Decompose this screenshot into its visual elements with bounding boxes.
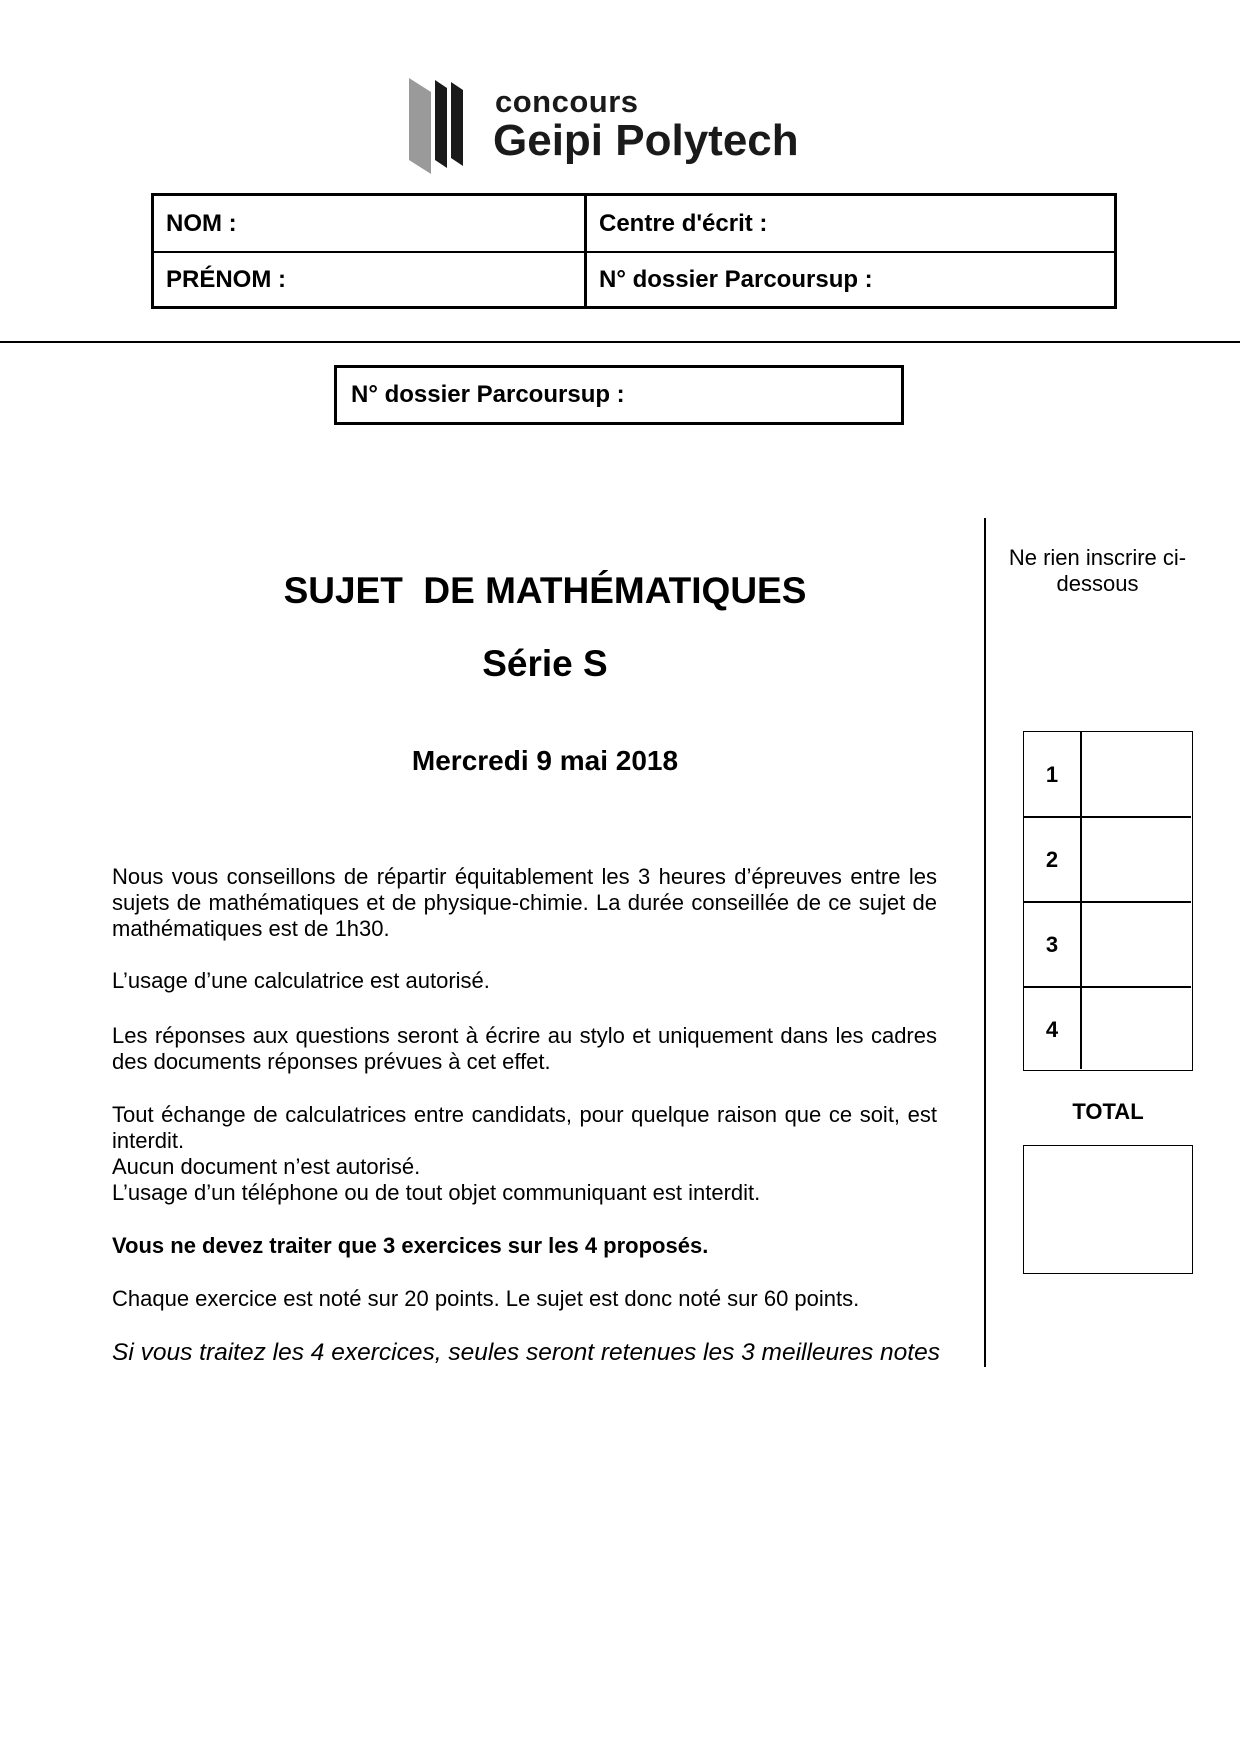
- score-table-divider: [1024, 986, 1191, 988]
- nom-field[interactable]: [154, 196, 584, 251]
- do-not-write-note: Ne rien inscrire ci-dessous: [1008, 545, 1187, 596]
- instruction-paragraph: L’usage d’un téléphone ou de tout objet communiquant est interdit.: [112, 1180, 761, 1205]
- prenom-label: PRÉNOM :: [166, 265, 286, 293]
- dossier-label: N° dossier Parcoursup :: [599, 265, 873, 293]
- table-divider-horizontal: [154, 251, 1114, 253]
- score-row: [1024, 732, 1191, 817]
- score-row-number: 2: [1045, 846, 1059, 872]
- score-table-divider: [1024, 901, 1191, 903]
- parcoursup-label: N° dossier Parcoursup :: [351, 381, 625, 408]
- page-title: SUJET DE MATHÉMATIQUES: [283, 570, 807, 611]
- instruction-note: Si vous traitez les 4 exercices, seules seront retenues les 3 meilleures notes: [112, 1339, 940, 1366]
- logo-text-concours: concours: [495, 84, 639, 119]
- score-row-number: 3: [1045, 931, 1059, 957]
- cut-line: [0, 341, 1240, 343]
- instruction-paragraph: Nous vous conseillons de répartir équitablement les 3 heures d’épreuves entre les sujets de mathématiques et de physique-chimie. La durée conseillée de ce sujet de mathématiques est de 1h30.: [112, 864, 937, 941]
- score-table-divider: [1024, 816, 1191, 818]
- score-row: [1024, 817, 1191, 902]
- score-row: [1024, 987, 1191, 1072]
- sidebar-divider: [984, 518, 986, 1367]
- total-label: TOTAL: [1072, 1099, 1144, 1124]
- logo-text-geipi-polytech: Geipi Polytech: [493, 116, 799, 165]
- score-cell[interactable]: [1082, 817, 1190, 902]
- score-cell[interactable]: [1082, 902, 1190, 987]
- instruction-paragraph: Aucun document n’est autorisé.: [112, 1154, 421, 1179]
- score-cell[interactable]: [1082, 732, 1190, 817]
- logo: [405, 78, 835, 174]
- score-row-number: 1: [1045, 761, 1059, 787]
- instruction-paragraph: L’usage d’une calculatrice est autorisé.: [112, 968, 490, 993]
- logo-bar-dark-1: [435, 80, 447, 168]
- centre-label: Centre d'écrit :: [599, 209, 768, 237]
- instruction-important: Vous ne devez traiter que 3 exercices sur les 4 proposés.: [112, 1233, 709, 1258]
- score-row-number: 4: [1045, 1016, 1059, 1042]
- dossier-field[interactable]: [587, 253, 1114, 306]
- candidate-info-table: [151, 193, 1117, 309]
- nom-label: NOM :: [166, 209, 237, 237]
- prenom-field[interactable]: [154, 253, 584, 306]
- centre-field[interactable]: [587, 196, 1114, 251]
- score-table: [1023, 731, 1193, 1071]
- instruction-paragraph: Les réponses aux questions seront à écrire au stylo et uniquement dans les cadres des documents réponses prévues à cet effet.: [112, 1023, 937, 1074]
- parcoursup-number-box[interactable]: [334, 365, 904, 425]
- exam-date: Mercredi 9 mai 2018: [411, 745, 679, 776]
- score-row: [1024, 902, 1191, 987]
- score-cell[interactable]: [1082, 987, 1190, 1072]
- logo-bars-icon: [405, 78, 485, 174]
- logo-bar-gray: [409, 78, 431, 174]
- series-title: Série S: [482, 643, 608, 684]
- total-score-box[interactable]: [1023, 1145, 1193, 1274]
- logo-bar-dark-2: [451, 82, 463, 166]
- instruction-paragraph: Chaque exercice est noté sur 20 points. Le sujet est donc noté sur 60 points.: [112, 1286, 860, 1311]
- instruction-paragraph: Tout échange de calculatrices entre candidats, pour quelque raison que ce soit, est interdit.: [112, 1102, 937, 1153]
